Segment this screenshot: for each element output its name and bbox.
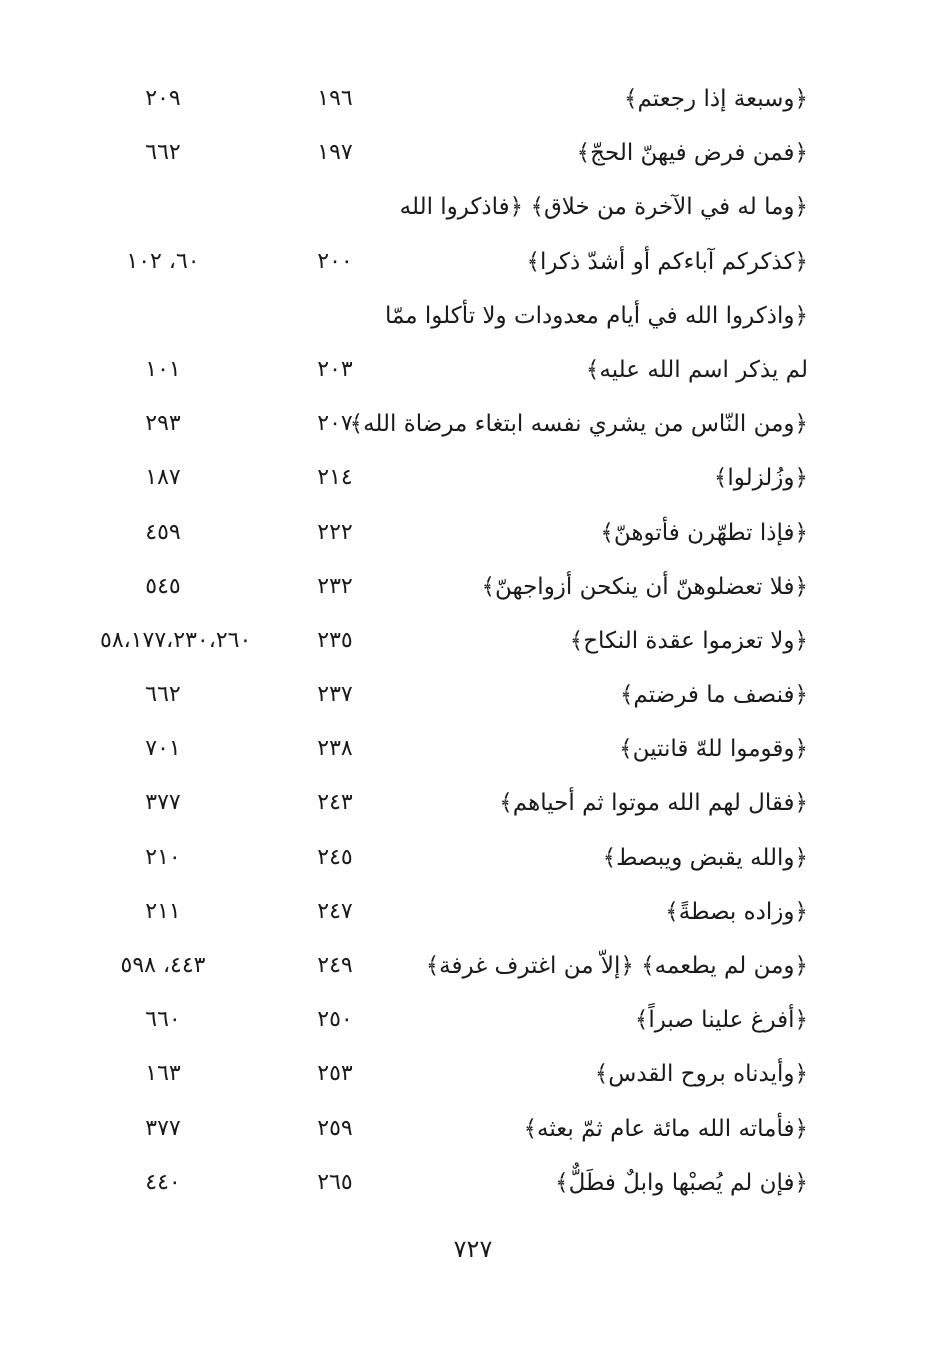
verse-text: لم يذكر اسم الله عليه﴾ (585, 356, 808, 383)
verse-text: ﴿وما له في الآخرة من خلاق﴾ ﴿فاذكروا الله (399, 194, 808, 221)
page-references: ٦٠، ١٠٢ (126, 248, 200, 274)
page-references: ٤٤٣، ٥٩٨ (120, 953, 206, 978)
verse-text: ﴿وزُلزلوا﴾ (713, 465, 808, 492)
index-row (0, 235, 946, 289)
verse-text: ﴿وقوموا للهّ قانتين﴾ (619, 736, 808, 763)
index-row (0, 397, 946, 451)
index-row (0, 343, 946, 397)
index-row (0, 180, 946, 234)
verse-text: ﴿كذكركم آباءكم أو أشدّ ذكرا﴾ (526, 248, 808, 275)
index-row (0, 668, 946, 722)
ayah-number: ٢٤٥ (317, 844, 353, 870)
index-row (0, 72, 946, 126)
verse-text: ﴿واذكروا الله في أيام معدودات ولا تأكلوا ممّا (384, 302, 808, 329)
ayah-number: ١٩٧ (317, 140, 353, 166)
verse-text: ﴿فمن فرض فيهنّ الحجّ﴾ (576, 140, 808, 167)
verse-index-list (0, 72, 946, 1210)
index-row (0, 993, 946, 1047)
index-row (0, 831, 946, 885)
verse-text: ﴿ومن النّاس من يشري نفسه ابتغاء مرضاة الله﴾ (349, 411, 808, 438)
page-references: ١٦٣ (145, 1061, 181, 1087)
ayah-number: ١٩٦ (317, 86, 353, 111)
page-references: ١٨٧ (145, 465, 181, 491)
ayah-number: ٢٠٧ (317, 411, 353, 437)
page-references: ٥٨،١٧٧،٢٣٠،٢٦٠ (100, 627, 252, 653)
index-row (0, 126, 946, 180)
page-references: ٦٦٢ (145, 140, 181, 166)
page-number: ٧٢٧ (453, 1235, 493, 1263)
page-references: ٢١٠ (145, 844, 181, 870)
page-references: ٦٦٠ (145, 1007, 181, 1033)
ayah-number: ٢٣٧ (317, 682, 353, 708)
verse-text: ﴿فإذا تطهّرن فأتوهنّ﴾ (600, 519, 808, 546)
page-references: ٧٠١ (145, 736, 181, 762)
verse-text: ﴿وزاده بصطةً﴾ (665, 898, 808, 925)
ayah-number: ٢٤٣ (317, 790, 353, 816)
ayah-number: ٢٦٥ (317, 1169, 353, 1195)
ayah-number: ٢٠٠ (317, 248, 353, 274)
index-row (0, 776, 946, 830)
index-row (0, 289, 946, 343)
page-references: ٣٧٧ (145, 1115, 181, 1141)
verse-text: ﴿فلا تعضلوهنّ أن ينكحن أزواجهنّ﴾ (481, 573, 808, 600)
index-row (0, 1156, 946, 1210)
verse-text: ﴿ولا تعزموا عقدة النكاح﴾ (569, 627, 808, 654)
index-row (0, 451, 946, 505)
verse-text: ﴿فإن لم يُصبْها وابلٌ فطَلٌّ﴾ (555, 1169, 808, 1196)
verse-text: ﴿فأماته الله مائة عام ثمّ بعثه﴾ (523, 1115, 808, 1142)
ayah-number: ٢١٤ (317, 465, 353, 491)
verse-text: ﴿والله يقبض ويبصط﴾ (602, 844, 808, 871)
ayah-number: ٢٣٥ (317, 627, 353, 653)
page-references: ١٠١ (145, 356, 181, 382)
verse-text: ﴿ومن لم يطعمه﴾ ﴿إلاّ من اغترف غرفة﴾ (425, 953, 808, 979)
index-row (0, 939, 946, 993)
verse-text: ﴿وأيدناه بروح القدس﴾ (594, 1061, 808, 1088)
index-row (0, 722, 946, 776)
ayah-number: ٢٣٨ (317, 736, 353, 762)
verse-text: ﴿فنصف ما فرضتم﴾ (619, 682, 808, 709)
index-row (0, 1047, 946, 1101)
index-row (0, 1102, 946, 1156)
verse-text: ﴿أفرغ علينا صبراً﴾ (634, 1007, 808, 1034)
page-references: ٢٠٩ (145, 86, 181, 111)
page-references: ٤٤٠ (145, 1169, 181, 1195)
index-row (0, 614, 946, 668)
ayah-number: ٢٣٢ (317, 573, 353, 599)
index-row (0, 506, 946, 560)
ayah-number: ٢٥٣ (317, 1061, 353, 1087)
page-references: ٥٤٥ (145, 573, 181, 599)
verse-text: ﴿فقال لهم الله موتوا ثم أحياهم﴾ (499, 790, 808, 817)
ayah-number: ٢٥٩ (317, 1115, 353, 1141)
page-references: ٤٥٩ (145, 519, 181, 545)
page-references: ٦٦٢ (145, 682, 181, 708)
page-references: ٢٩٣ (145, 411, 181, 437)
page-references: ٢١١ (145, 898, 181, 924)
ayah-number: ٢٥٠ (317, 1007, 353, 1033)
index-row (0, 885, 946, 939)
index-row (0, 560, 946, 614)
verse-text: ﴿وسبعة إذا رجعتم﴾ (623, 86, 808, 112)
page-references: ٣٧٧ (145, 790, 181, 816)
ayah-number: ٢٤٧ (317, 898, 353, 924)
ayah-number: ٢٤٩ (317, 953, 353, 978)
ayah-number: ٢٠٣ (317, 356, 353, 382)
ayah-number: ٢٢٢ (317, 519, 353, 545)
